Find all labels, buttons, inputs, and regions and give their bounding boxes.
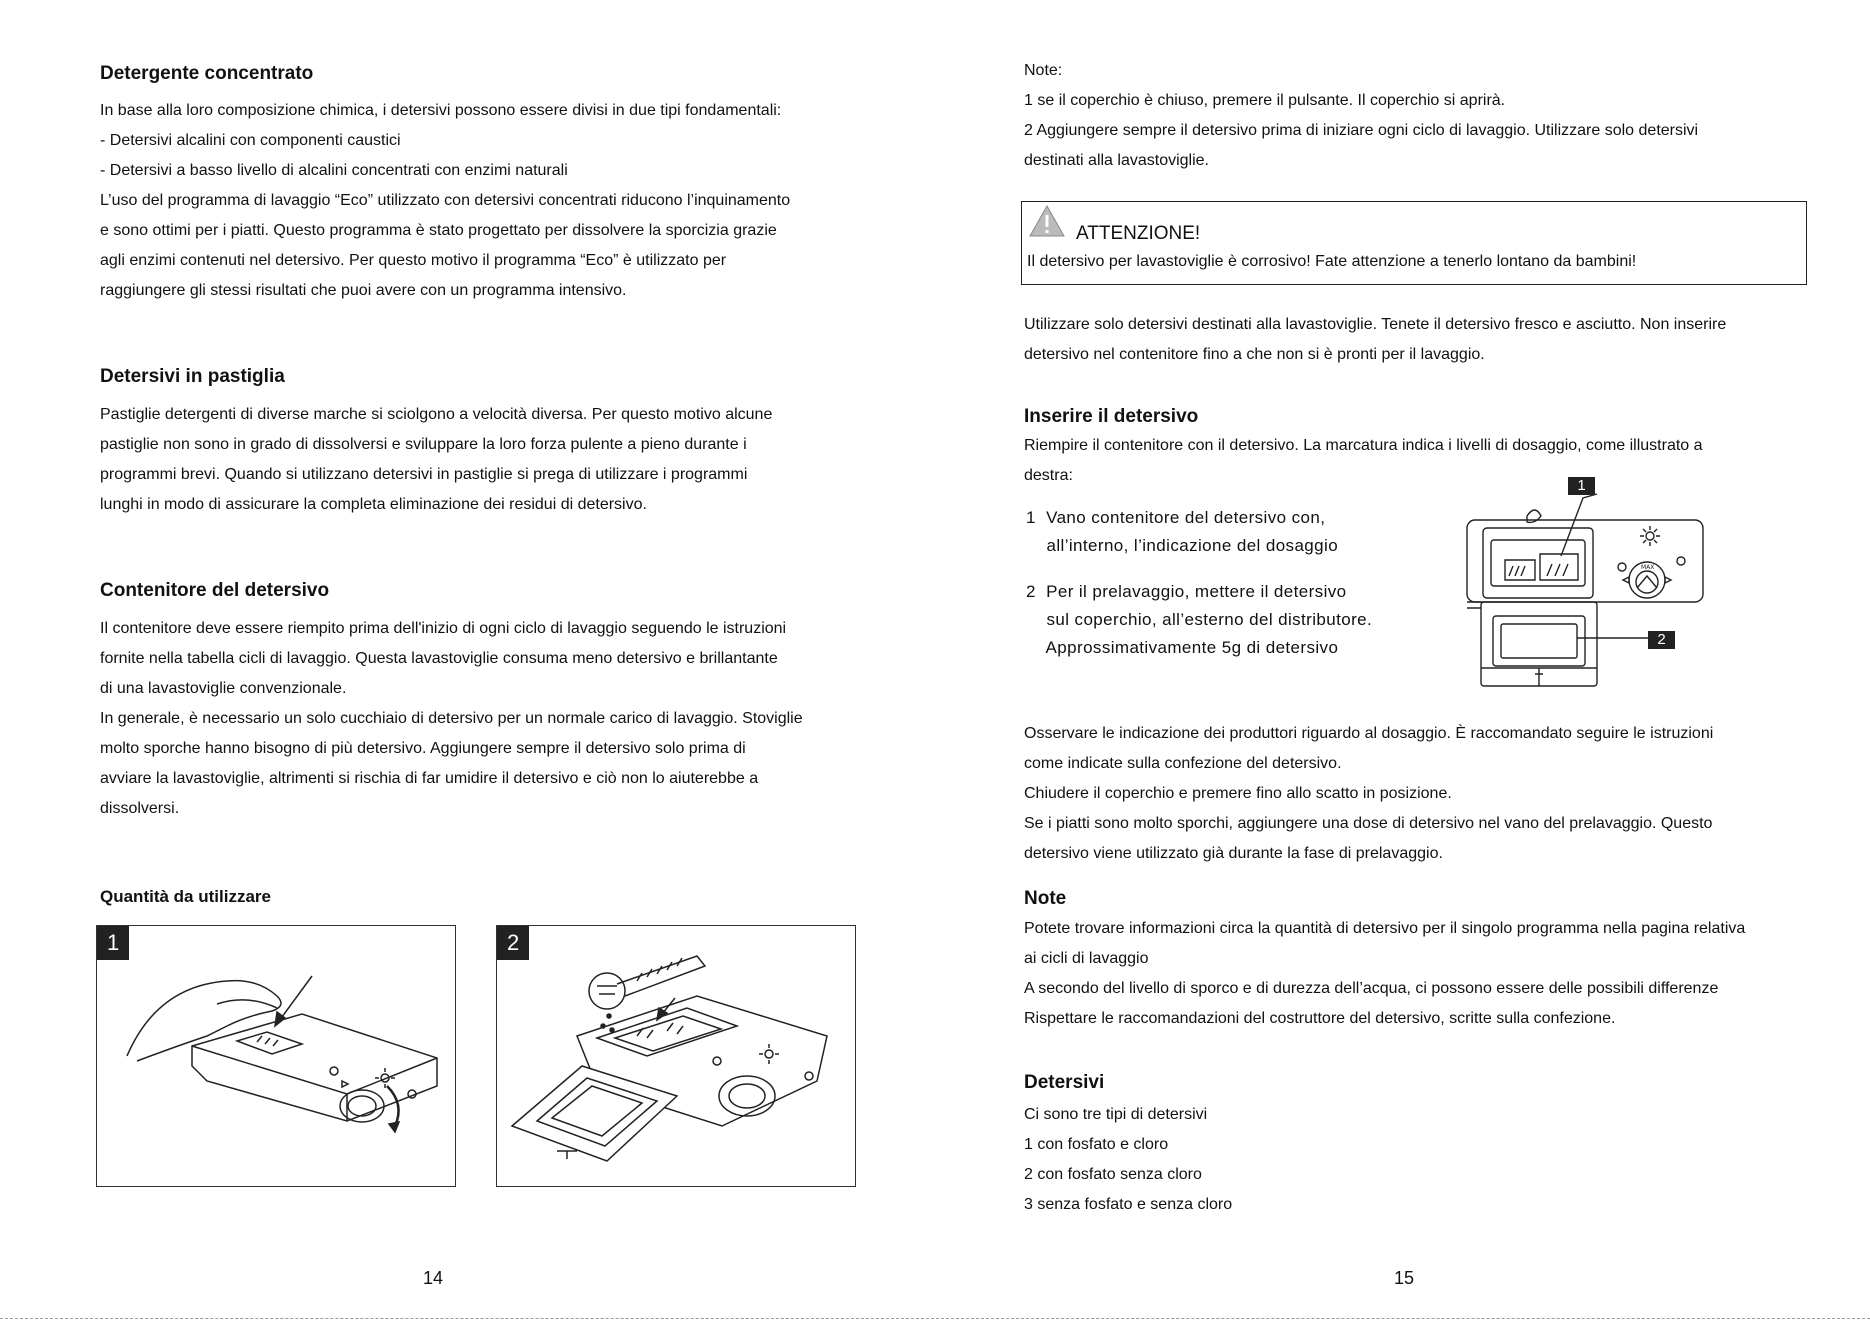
text-line: raggiungere gli stessi risultati che puoi avere con un programma intensivo. bbox=[100, 282, 627, 299]
text-line: Riempire il contenitore con il detersivo. La marcatura indica i livelli di dosaggio, come illustrato a bbox=[1024, 437, 1703, 454]
text-line: A secondo del livello di sporco e di durezza dell’acqua, ci possono essere delle possibili differenze bbox=[1024, 980, 1719, 997]
figure-2-number: 2 bbox=[497, 926, 529, 960]
heading-contenitore-del-detersivo: Contenitore del detersivo bbox=[100, 580, 330, 601]
figure-2-dispenser-open bbox=[496, 925, 856, 1187]
text-line: lunghi in modo di assicurare la completa eliminazione dei residui di detersivo. bbox=[100, 496, 647, 513]
figure-1-dispenser-closing bbox=[96, 925, 456, 1187]
note-paragraph bbox=[1024, 914, 1745, 1034]
text-line: 1 Vano contenitore del detersivo con, bbox=[1026, 508, 1326, 527]
text-line: Approssimativamente 5g di detersivo bbox=[1026, 638, 1339, 657]
text-line: - Detersivi alcalini con componenti caustici bbox=[100, 132, 401, 149]
text-line: 3 senza fosfato e senza cloro bbox=[1024, 1196, 1233, 1213]
text-line: Potete trovare informazioni circa la quantità di detersivo per il singolo programma nella pagina relativa bbox=[1024, 920, 1746, 937]
text-line: come indicate sulla confezione del detersivo. bbox=[1024, 755, 1342, 772]
heading-inserire-il-detersivo: Inserire il detersivo bbox=[1024, 406, 1199, 427]
heading-detergente-concentrato: Detergente concentrato bbox=[100, 63, 314, 84]
text-line: 1 se il coperchio è chiuso, premere il pulsante. Il coperchio si aprirà. bbox=[1024, 92, 1506, 109]
dispenser-item-1 bbox=[1026, 504, 1338, 560]
dispenser-diagram bbox=[1465, 490, 1705, 690]
text-line: Utilizzare solo detersivi destinati alla lavastoviglie. Tenete il detersivo fresco e asciutto. Non inserire bbox=[1024, 316, 1727, 333]
diagram-callout-2: 2 bbox=[1648, 631, 1675, 649]
warning-title: ATTENZIONE! bbox=[1076, 223, 1201, 244]
heading-detersivi: Detersivi bbox=[1024, 1072, 1105, 1093]
text-line: - Detersivi a basso livello di alcalini concentrati con enzimi naturali bbox=[100, 162, 568, 179]
text-line: Il contenitore deve essere riempito prima dell'inizio di ogni ciclo di lavaggio seguendo le istruzioni bbox=[100, 620, 787, 637]
text-line: fornite nella tabella cicli di lavaggio. Questa lavastoviglie consuma meno detersivo e brillantante bbox=[100, 650, 778, 667]
text-line: Ci sono tre tipi di detersivi bbox=[1024, 1106, 1208, 1123]
figure-1-number: 1 bbox=[97, 926, 129, 960]
detersivi-list bbox=[1024, 1100, 1232, 1220]
heading-quantita-da-utilizzare: Quantità da utilizzare bbox=[100, 887, 271, 906]
text-line: e sono ottimi per i piatti. Questo programma è stato progettato per dissolvere la sporcizia grazie bbox=[100, 222, 777, 239]
text-line: 1 con fosfato e cloro bbox=[1024, 1136, 1169, 1153]
heading-note: Note bbox=[1024, 888, 1067, 909]
warning-box bbox=[1021, 201, 1807, 285]
paragraph-detergente-concentrato bbox=[100, 96, 790, 306]
notes-block bbox=[1024, 56, 1698, 176]
warning-triangle-icon bbox=[1028, 204, 1066, 238]
text-line: detersivo viene utilizzato già durante la fase di prelavaggio. bbox=[1024, 845, 1443, 862]
text-line: destra: bbox=[1024, 467, 1073, 484]
paragraph-detersivi-in-pastiglia bbox=[100, 400, 772, 520]
text-line: Osservare le indicazione dei produttori riguardo al dosaggio. È raccomandato seguire le istruzioni bbox=[1024, 725, 1714, 742]
text-line: programmi brevi. Quando si utilizzano detersivi in pastiglie si prega di utilizzare i programmi bbox=[100, 466, 748, 483]
text-line: Rispettare le raccomandazioni del costruttore del detersivo, scritte sulla confezione. bbox=[1024, 1010, 1616, 1027]
page-number-right: 15 bbox=[1394, 1268, 1415, 1288]
observe-paragraph bbox=[1024, 719, 1713, 869]
dispenser-open-illustration bbox=[497, 926, 855, 1186]
paragraph-inserire bbox=[1024, 431, 1703, 491]
text-line: 2 Aggiungere sempre il detersivo prima di iniziare ogni ciclo di lavaggio. Utilizzare solo detersivi bbox=[1024, 122, 1699, 139]
text-line: ai cicli di lavaggio bbox=[1024, 950, 1149, 967]
use-only-paragraph bbox=[1024, 310, 1726, 370]
text-line: dissolversi. bbox=[100, 800, 180, 817]
text-line: Se i piatti sono molto sporchi, aggiungere una dose di detersivo nel vano del prelavaggio. Questo bbox=[1024, 815, 1713, 832]
text-line: sul coperchio, all’esterno del distributore. bbox=[1026, 610, 1373, 629]
warning-text: Il detersivo per lavastoviglie è corrosivo! Fate attenzione a tenerlo lontano da bambini! bbox=[1027, 253, 1637, 270]
text-line: Pastiglie detergenti di diverse marche si sciolgono a velocità diversa. Per questo motivo alcune bbox=[100, 406, 773, 423]
max-label: MAX bbox=[1641, 564, 1655, 571]
paragraph-contenitore-del-detersivo bbox=[100, 614, 803, 824]
page-number-left: 14 bbox=[423, 1268, 444, 1288]
text-line: Chiudere il coperchio e premere fino allo scatto in posizione. bbox=[1024, 785, 1452, 802]
text-line: molto sporche hanno bisogno di più detersivo. Aggiungere sempre il detersivo solo prima di bbox=[100, 740, 746, 757]
bottom-divider bbox=[0, 1318, 1870, 1319]
text-line: pastiglie non sono in grado di dissolversi e sviluppare la loro forza pulente a pieno durante i bbox=[100, 436, 747, 453]
text-line: destinati alla lavastoviglie. bbox=[1024, 152, 1209, 169]
text-line: In base alla loro composizione chimica, i detersivi possono essere divisi in due tipi fondamentali: bbox=[100, 102, 782, 119]
text-line: all’interno, l’indicazione del dosaggio bbox=[1026, 536, 1339, 555]
dispenser-closing-illustration bbox=[97, 926, 455, 1186]
text-line: avviare la lavastoviglie, altrimenti si rischia di far umidire il detersivo e ciò non lo aiuterebbe a bbox=[100, 770, 759, 787]
text-line: agli enzimi contenuti nel detersivo. Per questo motivo il programma “Eco” è utilizzato per bbox=[100, 252, 727, 269]
heading-detersivi-in-pastiglia: Detersivi in pastiglia bbox=[100, 366, 285, 387]
text-line: In generale, è necessario un solo cucchiaio di detersivo per un normale carico di lavaggio. Stoviglie bbox=[100, 710, 803, 727]
text-line: 2 Per il prelavaggio, mettere il detersivo bbox=[1026, 582, 1347, 601]
text-line: 2 con fosfato senza cloro bbox=[1024, 1166, 1202, 1183]
text-line: di una lavastoviglie convenzionale. bbox=[100, 680, 347, 697]
text-line: L’uso del programma di lavaggio “Eco” utilizzato con detersivi concentrati riducono l’inquinamento bbox=[100, 192, 791, 209]
text-line: detersivo nel contenitore fino a che non si è pronti per il lavaggio. bbox=[1024, 346, 1485, 363]
diagram-callout-1: 1 bbox=[1568, 477, 1595, 495]
dispenser-item-2 bbox=[1026, 578, 1372, 662]
text-line: Note: bbox=[1024, 62, 1063, 79]
